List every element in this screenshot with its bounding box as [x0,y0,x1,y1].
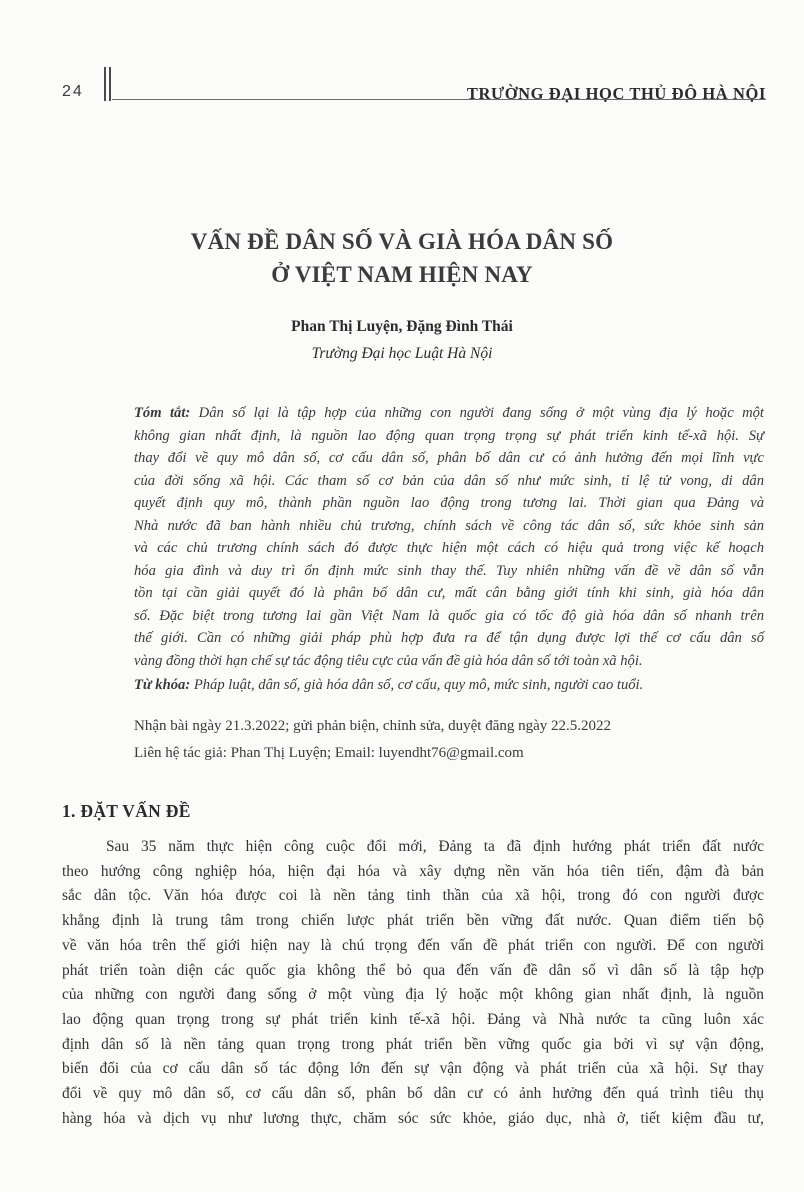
body-line: khẳng định là trung tâm trong chiến lược phát triển bền vững đất nước. Quan điểm tiến bộ [62,912,764,930]
keywords-text: Pháp luật, dân số, già hóa dân số, cơ cấu, quy mô, mức sinh, người cao tuổi. [190,677,644,693]
body-line: đổi về quy mô dân số, cơ cấu dân số, phân bố dân cư có ảnh hưởng đến quá trình tiêu thụ [62,1085,764,1103]
abstract-line: thay đổi về quy mô dân số, cơ cấu dân số, phân bố dân cư có ảnh hưởng đến mọi lĩnh vực [134,450,764,466]
abstract-line: hóa gia đình và duy trì ổn định mức sinh thay thế. Tuy nhiên những vấn đề về dân số vẫn [134,562,764,579]
header-divider-bars [104,67,112,101]
abstract-line [134,402,764,425]
body-line: của những con người đang sống ở một vùng địa lý hoặc một không gian nhất định, là nguồn [62,986,764,1004]
abstract-line: số. Đặc biệt trong tương lai gần Việt Nam là quốc gia có tốc độ già hóa dân số nhanh trên [134,607,764,624]
title-line: VẤN ĐỀ DÂN SỐ VÀ GIÀ HÓA DÂN SỐ [190,229,614,254]
body-line: theo hướng công nghiệp hóa, hiện đại hóa và xây dựng nền văn hóa tiên tiến, đậm đà bản [62,862,764,880]
body-line: về văn hóa trên thế giới hiện nay là chú trọng đến vấn đề phát triển con người. Để con người [62,936,764,954]
abstract-line: Nhà nước đã ban hành nhiều chủ trương, chính sách về công tác dân số, sức khỏe sinh sản [134,517,764,534]
affiliation: Trường Đại học Luật Hà Nội [311,345,493,362]
journal-title: TRƯỜNG ĐẠI HỌC THỦ ĐÔ HÀ NỘI [466,84,766,103]
section-body [62,835,764,1131]
body-line: Sau 35 năm thực hiện công cuộc đổi mới, Đảng ta đã định hướng phát triển đất nước [106,838,764,855]
abstract-line: quyết định quy mô, thành phần nguồn lao động trong tương lai. Thời gian qua Đảng và [134,495,764,511]
keywords [134,677,764,694]
page-number: 24 [62,83,84,100]
keywords-label: Từ khóa: [134,677,191,693]
abstract-line-text: Dân số lại là tập hợp của những con người đang sống ở một vùng địa lý hoặc một [190,405,764,421]
author-contact: Liên hệ tác giả: Phan Thị Luyện; Email: luyendht76@gmail.com [134,745,524,761]
abstract-line: và các chủ trương chính sách đó được thực hiện một cách có hiệu quả trong việc kế hoạch [134,540,764,556]
abstract-line: tồn tại cần giải quyết đó là phân bố dân cư, mất cân bằng giới tính khi sinh, già hóa dân [134,585,764,601]
title-line: Ở VIỆT NAM HIỆN NAY [271,262,533,287]
body-line: định dân số là nền tảng quan trọng trong phát triển bền vững quốc gia bởi vì sự vận động, [62,1035,764,1053]
body-line: sắc dân tộc. Văn hóa được coi là nền tảng tinh thần của xã hội, trong đó con người được [62,887,764,905]
body-line: hàng hóa và dịch vụ như lương thực, chăm sóc sức khỏe, giáo dục, nhà ở, tiết kiệm đầu tư, [62,1109,764,1127]
section-heading: 1. ĐẶT VẤN ĐỀ [62,801,191,821]
body-line: phát triển toàn diện các quốc gia không thể bỏ qua đến vấn đề dân số vì dân số là tập hợp [62,961,764,979]
abstract-line: không gian nhất định, là nguồn lao động quan trọng trọng sự phát triển kinh tế-xã hội. Sự [134,427,764,444]
header-bar [109,67,111,101]
header-bar [104,67,106,101]
abstract-line: thế giới. Cần có những giải pháp phù hợp đưa ra để tận dụng được lợi thế cơ cấu dân số [134,630,764,646]
abstract-line: vàng đồng thời hạn chế sự tác động tiêu cực của vấn đề già hóa dân số tới toàn xã hội. [134,652,643,669]
abstract [134,402,764,672]
authors: Phan Thị Luyện, Đặng Đình Thái [291,318,513,335]
received-dates: Nhận bài ngày 21.3.2022; gửi phản biện, chỉnh sửa, duyệt đăng ngày 22.5.2022 [134,718,612,734]
body-line: biến đổi của cơ cấu dân số tác động lớn đến sự vận động và phát triển của xã hội. Sự thay [62,1060,764,1078]
article-title [60,225,744,291]
abstract-label: Tóm tắt: [134,405,191,421]
abstract-line: của đời sống xã hội. Các tham số cơ bản của dân số như mức sinh, tỉ lệ tử vong, di dân [134,472,764,489]
body-line: lao động quan trọng trong sự phát triển kinh tế-xã hội. Đảng và Nhà nước ta cũng luôn xác [62,1010,764,1028]
